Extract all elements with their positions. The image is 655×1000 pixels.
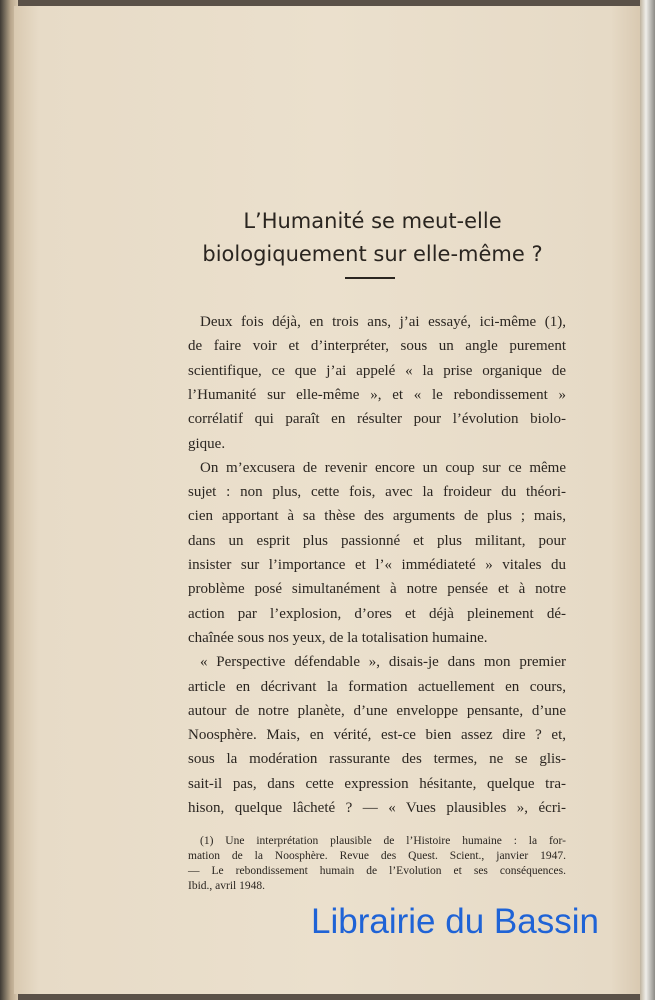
text-line: insister sur l’importance et l’« immédiateté » vitales du	[188, 557, 566, 573]
text-line: hison, quelque lâcheté ? — « Vues plausibles », écri-	[188, 800, 566, 816]
text-line: dans un esprit plus passionné et plus militant, pour	[188, 532, 566, 549]
text-line: sait-il pas, dans cette expression hésitante, quelque tra-	[188, 775, 566, 792]
text-line: autour de notre planète, d’une enveloppe pensante, d’une	[188, 702, 566, 719]
footnote-line: (1) Une interprétation plausible de l’Histoire humaine : la for-	[200, 835, 566, 847]
text-line: scientifique, ce que j’ai appelé « la prise organique de	[188, 362, 566, 379]
text-line: Noosphère. Mais, en vérité, est-ce bien assez dire ? et,	[188, 727, 566, 744]
page-right-edge	[640, 0, 655, 1000]
chapter-title-line-1: L’Humanité se meut-elle	[243, 209, 502, 233]
text-line: « Perspective défendable », disais-je dans mon premier	[200, 654, 566, 671]
text-line: chaînée sous nos yeux, de la totalisation humaine.	[188, 629, 488, 646]
footnote-line: Ibid., avril 1948.	[188, 880, 265, 892]
text-line: On m’excusera de revenir encore un coup sur ce même	[200, 459, 566, 476]
text-line: sous la modération rassurante des termes, ne se glis-	[188, 751, 566, 768]
text-line: corrélatif qui paraît en résulter pour l’évolution biolo-	[188, 411, 566, 428]
title-divider	[345, 277, 395, 279]
text-line: l’Humanité sur elle-même », et « le rebondissement »	[188, 386, 566, 403]
text-line: de faire voir et d’interpréter, sous un angle purement	[188, 338, 566, 355]
text-line: cien apportant à sa thèse des arguments de plus ; mais,	[188, 508, 566, 525]
watermark: Librairie du Bassin	[311, 902, 599, 941]
text-line: article en décrivant la formation actuellement en cours,	[188, 678, 566, 695]
footnote-line: — Le rebondissement humain de l’Evolution et ses conséquences.	[188, 865, 566, 877]
text-line: Deux fois déjà, en trois ans, j’ai essayé, ici-même (1),	[200, 314, 566, 330]
text-line: problème posé simultanément à notre pensée et à notre	[188, 581, 566, 598]
chapter-title-line-2: biologiquement sur elle-même ?	[202, 242, 543, 266]
text-line: sujet : non plus, cette fois, avec la froideur du théori-	[188, 484, 566, 501]
text-line: action par l’explosion, d’ores et déjà pleinement dé-	[188, 605, 566, 622]
text-line: gique.	[188, 435, 226, 452]
footnote-line: mation de la Noosphère. Revue des Quest. Scient., janvier 1947.	[188, 850, 566, 862]
